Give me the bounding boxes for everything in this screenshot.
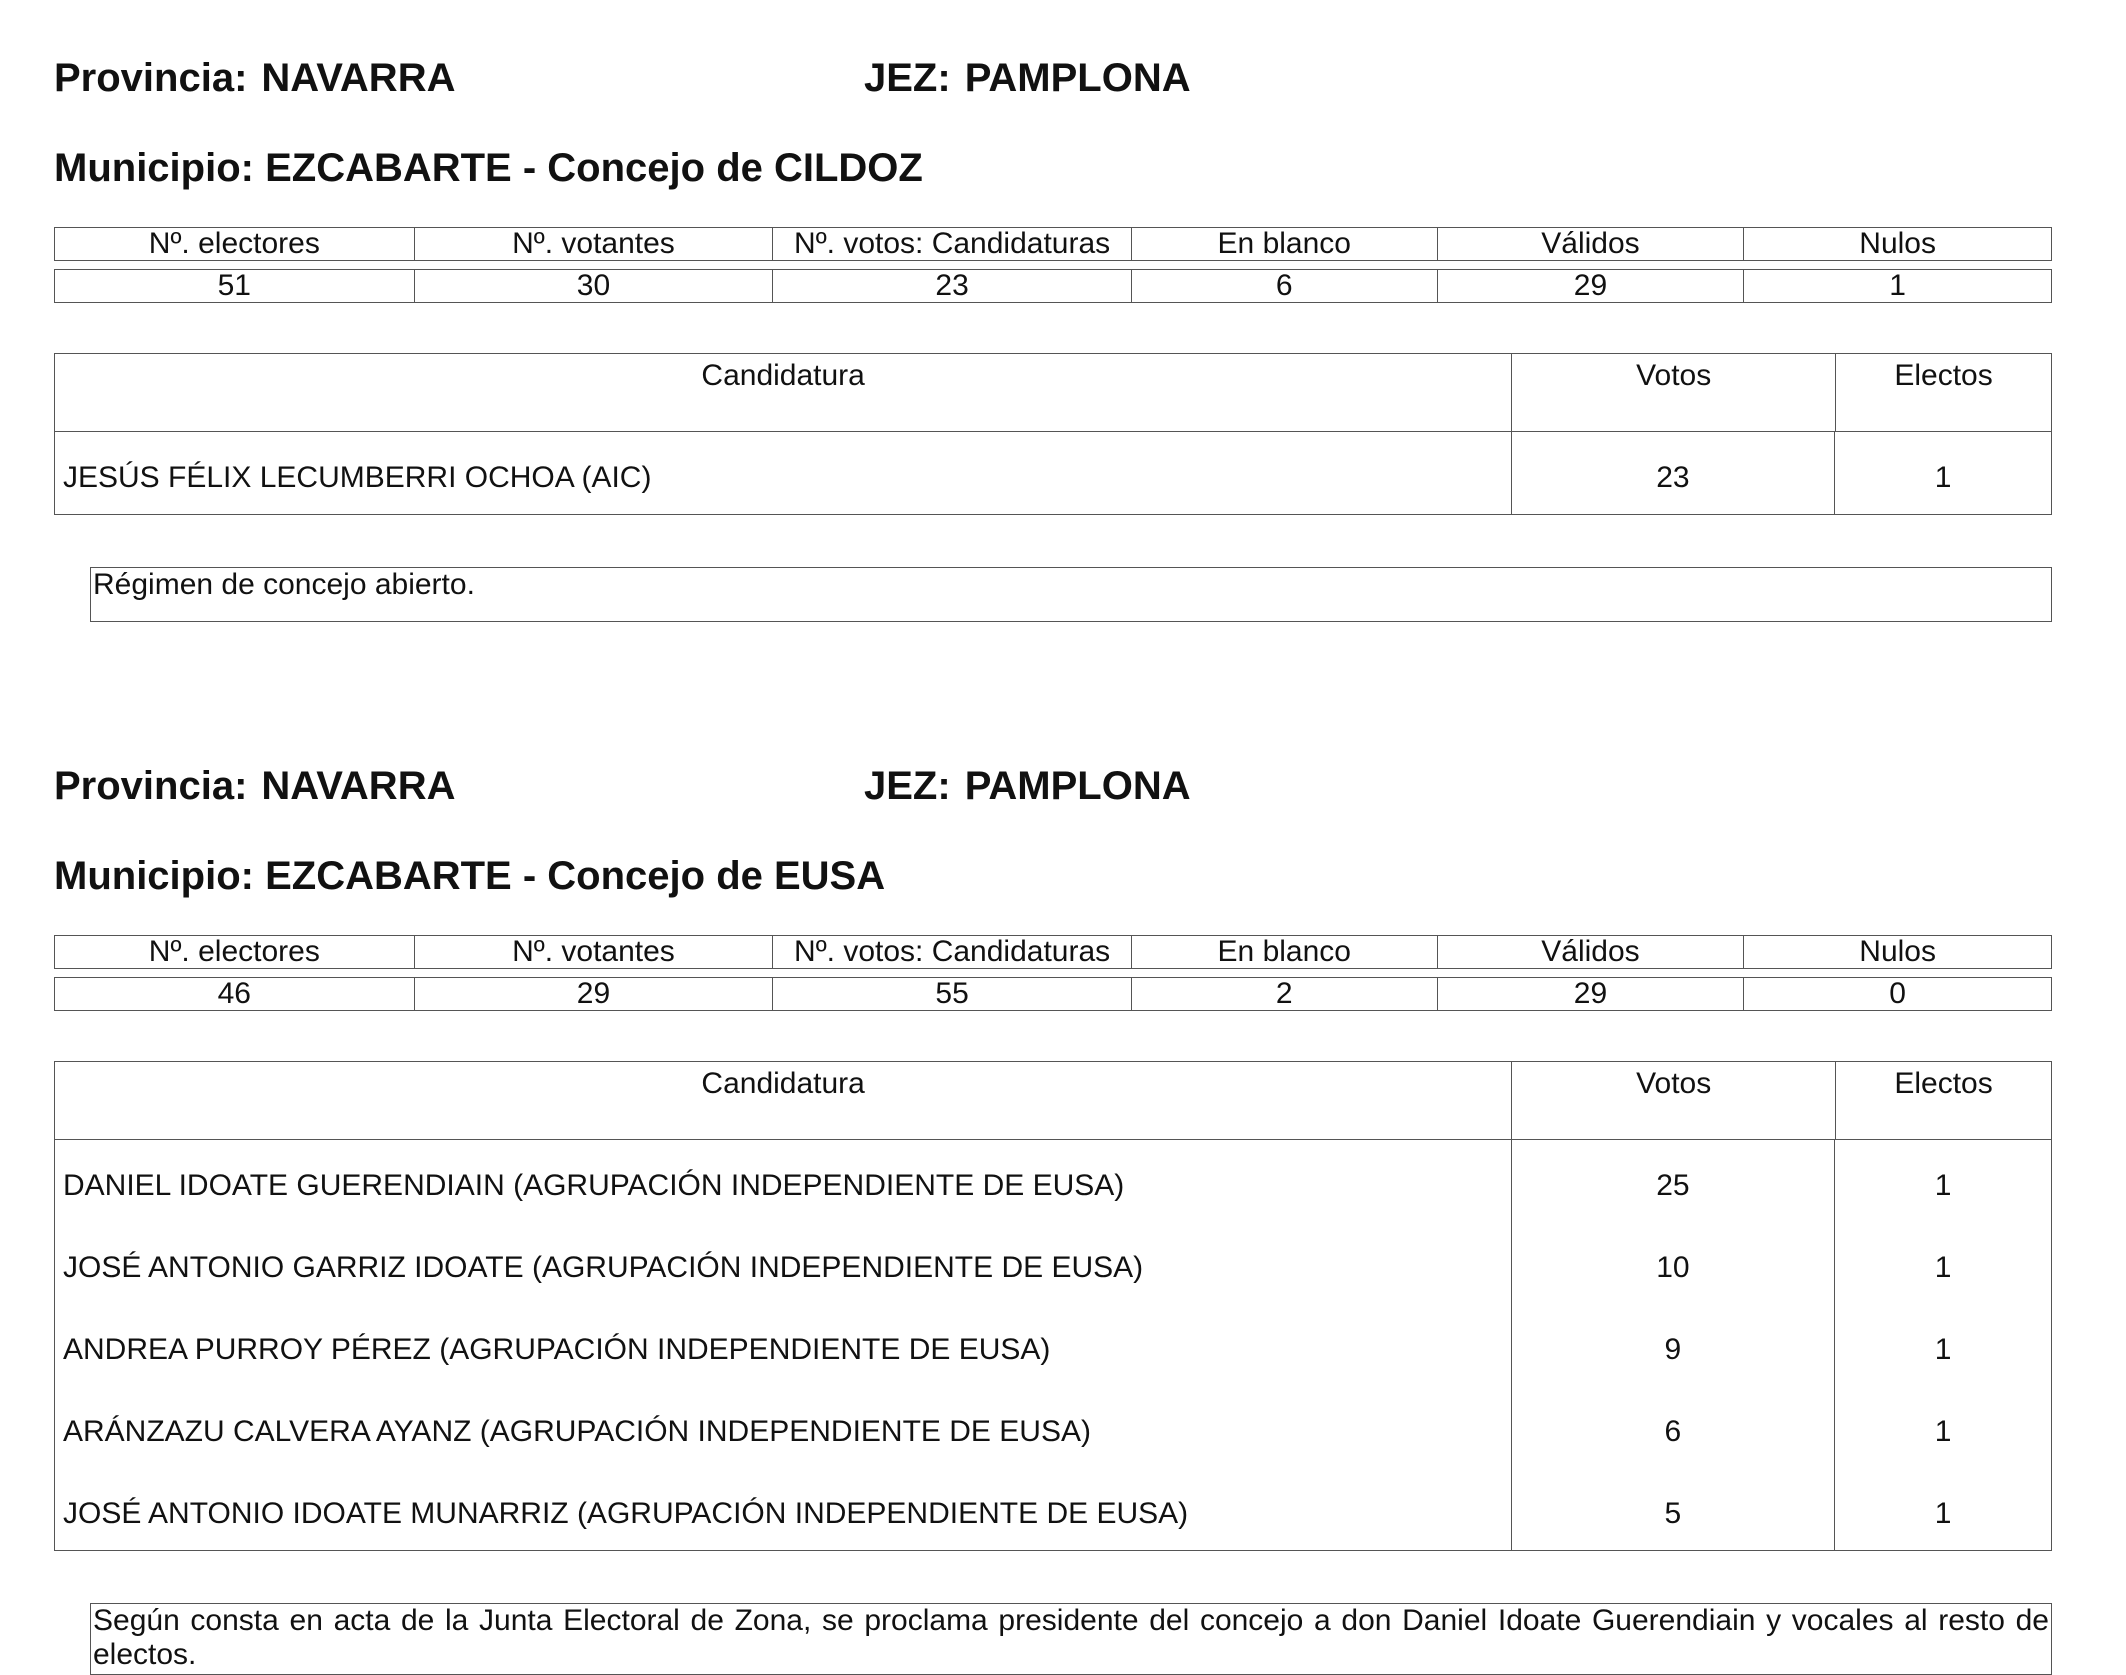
stats-value-cell: 0 xyxy=(1889,977,1906,1010)
municipio-heading: Municipio: EZCABARTE - Concejo de EUSA xyxy=(54,854,886,898)
section-cildoz xyxy=(0,0,2126,680)
candidate-electos: 1 xyxy=(1934,461,1952,494)
candidate-votos: 5 xyxy=(1512,1468,1836,1550)
stats-value-cell: 29 xyxy=(1438,978,1745,1010)
stats-value-cell: 1 xyxy=(1889,269,1906,302)
stats-value-cell: 29 xyxy=(415,978,774,1010)
candidate-row xyxy=(55,1304,2051,1386)
stats-header-row xyxy=(54,227,2052,261)
candidate-name: ARÁNZAZU CALVERA AYANZ (AGRUPACIÓN INDEPENDIENTE DE EUSA) xyxy=(55,1386,1512,1468)
candidate-electos: 1 xyxy=(1934,1333,1952,1366)
stats-header-cell: Nº. votos: Candidaturas xyxy=(773,936,1132,968)
stats-header-cell: En blanco xyxy=(1132,228,1438,260)
section-eusa xyxy=(0,708,2126,1671)
candidate-votos: 10 xyxy=(1512,1222,1836,1304)
candidates-table xyxy=(54,353,2052,515)
stats-header-cell: Nº. votantes xyxy=(415,228,774,260)
stats-value-cell: 6 xyxy=(1132,270,1438,302)
candidates-table xyxy=(54,1061,2052,1551)
stats-value-cell: 2 xyxy=(1132,978,1438,1010)
jez-value: PAMPLONA xyxy=(964,764,1191,808)
candidate-electos: 1 xyxy=(1934,1415,1952,1448)
candidate-electos: 1 xyxy=(1934,1497,1952,1530)
stats-header-cell: Nº. electores xyxy=(55,228,415,260)
jez-heading: JEZ: PAMPLONA xyxy=(864,764,1191,808)
provincia-value: NAVARRA xyxy=(261,764,456,808)
stats-header-cell: Nº. votos: Candidaturas xyxy=(773,228,1132,260)
stats-header-cell: Nulos xyxy=(1859,227,1936,260)
candidates-header-row xyxy=(55,354,2051,432)
provincia-heading: Provincia: NAVARRA xyxy=(54,56,456,100)
candidatura-header: Candidatura xyxy=(55,1062,1512,1139)
votos-header: Votos xyxy=(1512,354,1836,431)
stats-header-cell: En blanco xyxy=(1132,936,1438,968)
note-box: Régimen de concejo abierto. xyxy=(90,567,2052,622)
candidate-name: JOSÉ ANTONIO GARRIZ IDOATE (AGRUPACIÓN INDEPENDIENTE DE EUSA) xyxy=(55,1222,1512,1304)
stats-value-cell: 46 xyxy=(55,978,415,1010)
provincia-heading: Provincia: NAVARRA xyxy=(54,764,456,808)
stats-value-cell: 23 xyxy=(773,270,1132,302)
candidate-row xyxy=(55,1140,2051,1222)
jez-heading: JEZ: PAMPLONA xyxy=(864,56,1191,100)
electos-header: Electos xyxy=(1835,354,2051,431)
jez-value: PAMPLONA xyxy=(964,56,1191,100)
note-box: Según consta en acta de la Junta Electoral de Zona, se proclama presidente del concejo a don Daniel Idoate Guerendiain y vocales al resto de electos. xyxy=(90,1603,2052,1675)
candidatura-header: Candidatura xyxy=(55,354,1512,431)
stats-header-cell: Nulos xyxy=(1859,935,1936,968)
municipio-heading: Municipio: EZCABARTE - Concejo de CILDOZ xyxy=(54,146,923,190)
stats-value-cell: 55 xyxy=(773,978,1132,1010)
stats-value-cell: 29 xyxy=(1438,270,1745,302)
stats-value-row xyxy=(54,977,2052,1011)
candidate-name: JESÚS FÉLIX LECUMBERRI OCHOA (AIC) xyxy=(55,432,1512,514)
candidate-votos: 25 xyxy=(1512,1140,1836,1222)
candidate-votos: 23 xyxy=(1512,432,1836,514)
stats-header-cell: Válidos xyxy=(1438,936,1745,968)
candidate-row xyxy=(55,1386,2051,1468)
electos-header: Electos xyxy=(1835,1062,2051,1139)
votos-header: Votos xyxy=(1512,1062,1836,1139)
candidate-row xyxy=(55,1468,2051,1550)
candidate-name: JOSÉ ANTONIO IDOATE MUNARRIZ (AGRUPACIÓN INDEPENDIENTE DE EUSA) xyxy=(55,1468,1512,1550)
candidate-row xyxy=(55,432,2051,514)
stats-header-row xyxy=(54,935,2052,969)
candidate-name: ANDREA PURROY PÉREZ (AGRUPACIÓN INDEPENDIENTE DE EUSA) xyxy=(55,1304,1512,1386)
stats-value-cell: 51 xyxy=(55,270,415,302)
stats-value-row xyxy=(54,269,2052,303)
stats-header-cell: Nº. votantes xyxy=(415,936,774,968)
stats-value-cell: 30 xyxy=(415,270,774,302)
candidate-votos: 9 xyxy=(1512,1304,1836,1386)
candidates-header-row xyxy=(55,1062,2051,1140)
candidate-name: DANIEL IDOATE GUERENDIAIN (AGRUPACIÓN INDEPENDIENTE DE EUSA) xyxy=(55,1140,1512,1222)
candidate-row xyxy=(55,1222,2051,1304)
stats-header-cell: Nº. electores xyxy=(55,936,415,968)
stats-header-cell: Válidos xyxy=(1438,228,1745,260)
candidate-electos: 1 xyxy=(1934,1169,1952,1202)
candidate-electos: 1 xyxy=(1934,1251,1952,1284)
candidate-votos: 6 xyxy=(1512,1386,1836,1468)
provincia-value: NAVARRA xyxy=(261,56,456,100)
